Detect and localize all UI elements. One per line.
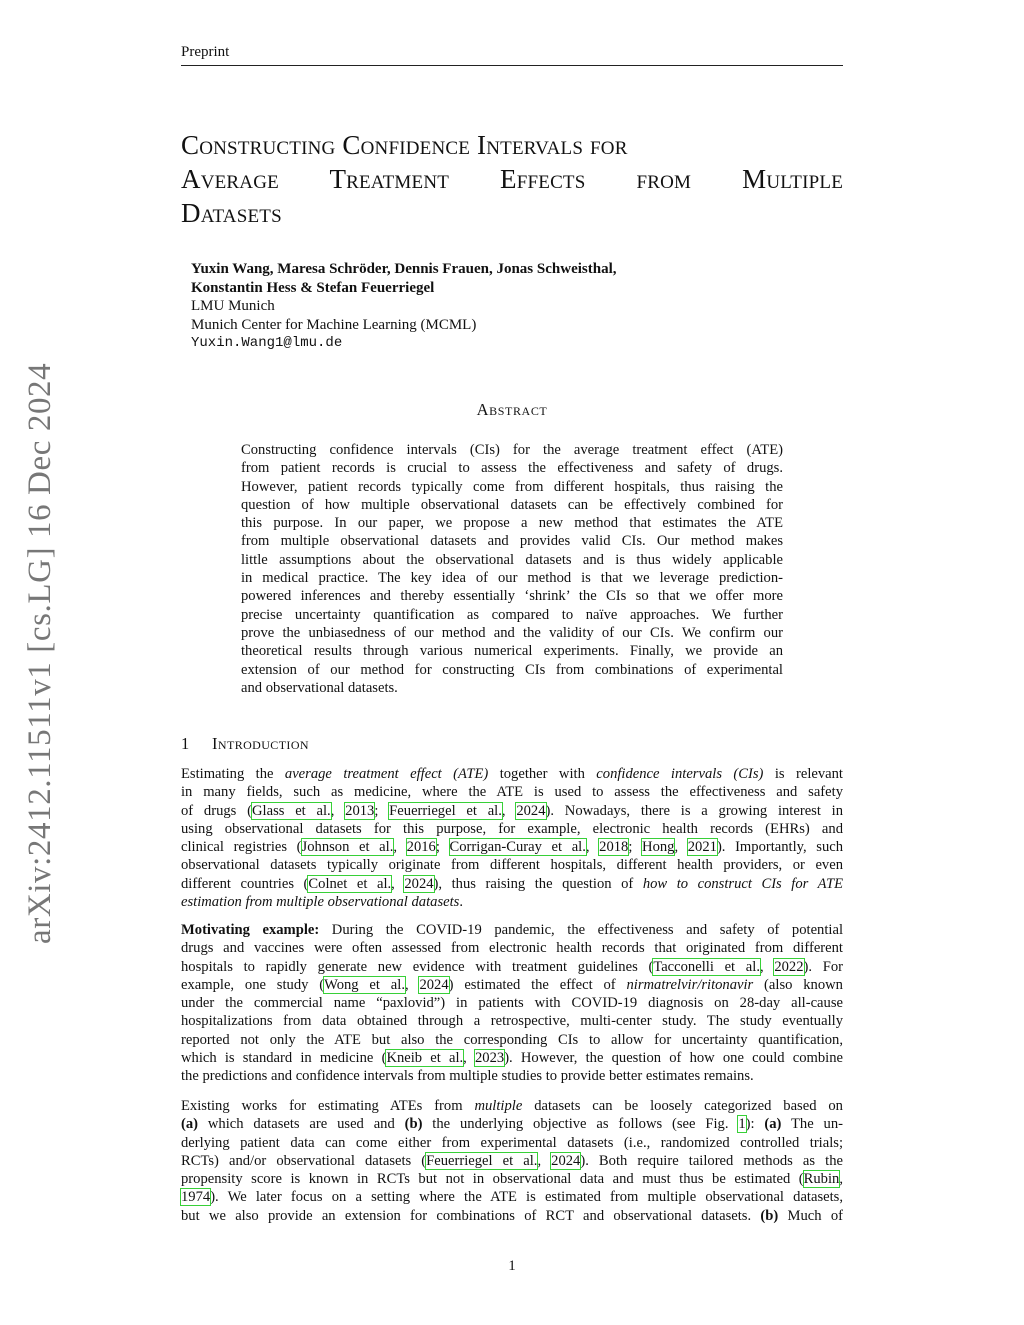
text-line: hospitals to rapidly generate new evidence with treatment guidelines (Tacconelli et al., 2022). For	[181, 958, 843, 975]
citation-link[interactable]: Corrigan-Curay et al.	[449, 839, 586, 856]
author-names-line-1: Yuxin Wang, Maresa Schröder, Dennis Frauen, Jonas Schweisthal,	[191, 261, 617, 277]
title-line-2: Average Treatment Effects from Multiple	[181, 164, 844, 194]
paper-title	[181, 128, 843, 230]
text-line: example, one study (Wong et al., 2024) estimated the effect of nirmatrelvir/ritonavir (also known	[181, 976, 843, 993]
title-line-1: Constructing Confidence Intervals for	[181, 130, 628, 160]
text-line: clinical registries (Johnson et al., 2016; Corrigan-Curay et al., 2018; Hong, 2021). Importantly, such	[181, 839, 844, 856]
abstract-line: in medical practice. The key idea of our method is that we leverage prediction-	[241, 570, 783, 587]
abstract-line: Constructing confidence intervals (CIs) for the average treatment effect (ATE)	[241, 442, 783, 458]
text-line: derlying patient data can come either from experimental datasets (i.e., randomized controlled trials;	[181, 1134, 843, 1151]
text-line: the predictions and confidence intervals from multiple studies to provide better estimates remains.	[181, 1068, 754, 1085]
citation-link[interactable]: 2024	[516, 802, 546, 819]
affiliation-1: LMU Munich	[191, 298, 275, 314]
text-line: in many fields, such as medicine, where the ATE is used to assess the effectiveness and safety	[181, 784, 843, 801]
text-line: of drugs (Glass et al., 2013; Feuerriegel et al., 2024). Nowadays, there is a growing interest in	[181, 802, 844, 819]
text-line: Motivating example: During the COVID-19 pandemic, the effectiveness and safety of potential	[181, 922, 843, 938]
text-line: (a) which datasets are used and (b) the underlying objective as follows (see Fig. 1): (a) The un-	[181, 1116, 843, 1133]
abstract-line: precise uncertainty quantification as compared to naïve approaches. We further	[241, 606, 783, 623]
intro-paragraph-3	[181, 1097, 843, 1225]
citation-link[interactable]: Johnson et al.	[301, 839, 394, 856]
citation-link[interactable]: 2022	[774, 958, 804, 975]
citation-link[interactable]: 2013	[345, 802, 375, 819]
intro-paragraph-2	[181, 921, 843, 1086]
author-email[interactable]: Yuxin.Wang1@lmu.de	[191, 335, 343, 351]
text-line: propensity score is known in RCTs but not in observational data and must thus be estimated (Rubin,	[181, 1171, 843, 1188]
text-line: different countries (Colnet et al., 2024), thus raising the question of how to construct CIs for ATE	[181, 875, 843, 892]
citation-link[interactable]: 2018	[599, 839, 629, 856]
citation-link[interactable]: Hong	[642, 839, 675, 856]
abstract-line: little assumptions about the observational datasets and is thus widely applicable	[241, 551, 783, 568]
citation-link[interactable]: Kneib et al.	[386, 1050, 464, 1067]
text-line: estimation from multiple observational datasets.	[181, 894, 464, 911]
citation-link[interactable]: 2024	[551, 1152, 581, 1169]
citation-link[interactable]: 2024	[404, 875, 434, 892]
motivating-example-lead: Motivating example:	[181, 922, 320, 938]
section-title: Introduction	[212, 734, 309, 753]
text-line: Existing works for estimating ATEs from multiple datasets can be loosely categorized based on	[181, 1098, 843, 1114]
text-line: hospitalizations from data obtained through a retrospective, multi-center study. The study eventually	[181, 1013, 843, 1030]
section-heading-introduction	[181, 734, 309, 754]
abstract-line: this purpose. In our paper, we propose a new method that estimates the ATE	[241, 515, 783, 532]
author-block	[191, 260, 617, 353]
abstract-line: from patient records is crucial to assess the effectiveness and safety of drugs.	[241, 460, 783, 477]
abstract-line: prove the unbiasedness of our method and the validity of our CIs. We confirm our	[241, 624, 783, 641]
citation-link[interactable]: 2023	[475, 1050, 505, 1067]
text-line: observational datasets typically originate from different hospitals, different health providers, or even	[181, 857, 843, 874]
text-line: RCTs) and/or observational datasets (Feuerriegel et al., 2024). Both require tailored methods as the	[181, 1152, 843, 1169]
affiliation-2: Munich Center for Machine Learning (MCML)	[191, 316, 477, 333]
abstract-line: question of how multiple observational datasets can be effectively combined for	[241, 496, 783, 513]
page-header-label: Preprint	[181, 44, 230, 60]
text-line: using observational datasets for this purpose, for example, electronic health records (EHRs) and	[181, 820, 843, 837]
author-names-line-2: Konstantin Hess & Stefan Feuerriegel	[191, 279, 435, 296]
abstract-line: However, patient records typically come from different hospitals, thus raising the	[241, 478, 783, 495]
abstract-heading: Abstract	[476, 400, 548, 419]
citation-link[interactable]: Feuerriegel et al.	[426, 1152, 538, 1169]
citation-link[interactable]: Rubin	[803, 1171, 840, 1188]
abstract-line: powered inferences and thereby essentially ‘shrink’ the CIs so that we offer more	[241, 588, 783, 605]
header-rule	[181, 65, 843, 66]
text-line: which is standard in medicine (Kneib et al., 2023). However, the question of how one could combine	[181, 1050, 843, 1067]
section-number: 1	[181, 734, 190, 753]
text-line: but we also provide an extension for combinations of RCT and observational datasets. (b) Much of	[181, 1207, 843, 1224]
citation-link[interactable]: Wong et al.	[324, 976, 405, 993]
citation-link[interactable]: 2016	[406, 839, 436, 856]
abstract-body	[241, 441, 783, 697]
text-line: 1974). We later focus on a setting where the ATE is estimated from multiple observational datasets,	[181, 1189, 843, 1206]
citation-link[interactable]: Tacconelli et al.	[653, 958, 760, 975]
abstract-line: extension of our method for constructing CIs from combinations of experimental	[241, 661, 783, 678]
title-line-3: Datasets	[181, 198, 282, 228]
abstract-line: theoretical results through various numerical experiments. Finally, we provide an	[241, 643, 783, 660]
text-line: Estimating the average treatment effect (ATE) together with confidence intervals (CIs) is relevant	[181, 766, 843, 782]
page-number: 1	[508, 1258, 516, 1274]
arxiv-stamp: arXiv:2412.11511v1 [cs.LG] 16 Dec 2024	[22, 362, 58, 944]
text-line: under the commercial name “paxlovid”) in patients with COVID-19 diagnosis on 28-day all-cause	[181, 995, 843, 1012]
citation-link[interactable]: Feuerriegel et al.	[389, 802, 502, 819]
citation-link[interactable]: 1974	[181, 1189, 211, 1206]
text-line: reported not only the ATE but also the corresponding CIs to allow for uncertainty quantification,	[181, 1031, 843, 1048]
abstract-line: and observational datasets.	[241, 679, 398, 696]
citation-link[interactable]: 2024	[419, 976, 449, 993]
citation-link[interactable]: Colnet et al.	[308, 875, 392, 892]
figure-reference-link[interactable]: 1	[738, 1116, 746, 1133]
text-line: drugs and vaccines were often assessed from electronic health records that originated from different	[181, 940, 843, 957]
intro-paragraph-1	[181, 765, 843, 911]
abstract-line: from multiple observational datasets and provides valid CIs. Our method makes	[241, 533, 783, 550]
citation-link[interactable]: Glass et al.	[252, 802, 331, 819]
citation-link[interactable]: 2021	[687, 839, 717, 856]
